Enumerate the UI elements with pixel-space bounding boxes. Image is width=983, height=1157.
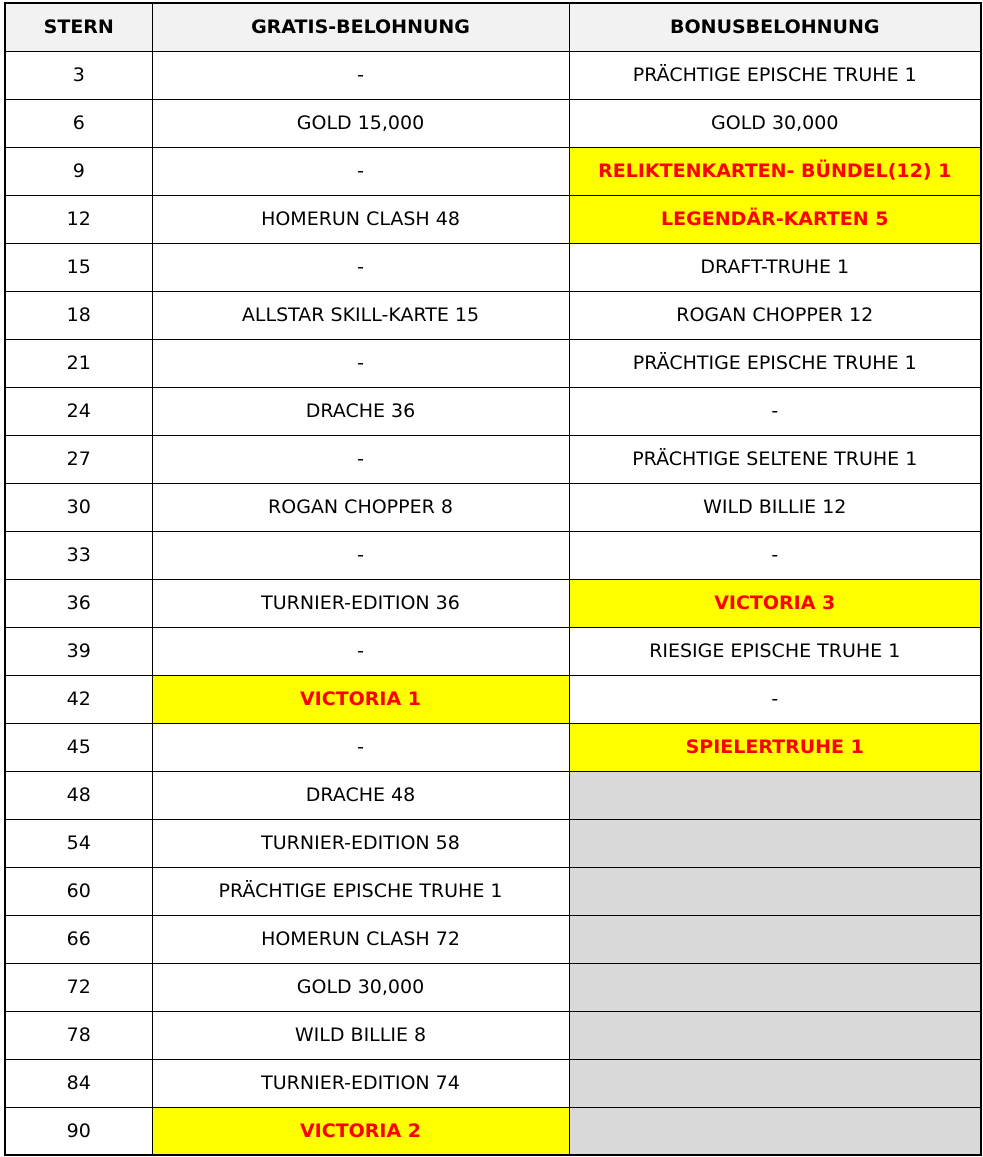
free-reward-cell: GOLD 30,000 — [152, 963, 569, 1011]
free-reward-cell: - — [152, 723, 569, 771]
free-reward-cell: TURNIER-EDITION 36 — [152, 579, 569, 627]
table-row — [5, 243, 981, 291]
bonus-reward-cell: PRÄCHTIGE SELTENE TRUHE 1 — [569, 435, 981, 483]
free-reward-cell: - — [152, 243, 569, 291]
star-cell: 45 — [5, 723, 152, 771]
star-cell: 84 — [5, 1059, 152, 1107]
header-star: STERN — [5, 3, 152, 51]
table-row — [5, 675, 981, 723]
bonus-reward-cell: RIESIGE EPISCHE TRUHE 1 — [569, 627, 981, 675]
table-row — [5, 771, 981, 819]
free-reward-cell: VICTORIA 1 — [152, 675, 569, 723]
star-cell: 54 — [5, 819, 152, 867]
free-reward-cell: - — [152, 435, 569, 483]
header-free-reward: GRATIS-BELOHNUNG — [152, 3, 569, 51]
reward-table — [4, 2, 982, 1156]
star-cell: 30 — [5, 483, 152, 531]
bonus-reward-cell: - — [569, 675, 981, 723]
bonus-reward-cell: PRÄCHTIGE EPISCHE TRUHE 1 — [569, 339, 981, 387]
bonus-reward-empty-cell — [569, 1059, 981, 1107]
bonus-reward-empty-cell — [569, 867, 981, 915]
table-row — [5, 51, 981, 99]
bonus-reward-cell: VICTORIA 3 — [569, 579, 981, 627]
free-reward-cell: PRÄCHTIGE EPISCHE TRUHE 1 — [152, 867, 569, 915]
free-reward-cell: - — [152, 147, 569, 195]
star-cell: 9 — [5, 147, 152, 195]
bonus-reward-cell: LEGENDÄR-KARTEN 5 — [569, 195, 981, 243]
table-row — [5, 723, 981, 771]
free-reward-cell: TURNIER-EDITION 74 — [152, 1059, 569, 1107]
table-row — [5, 483, 981, 531]
free-reward-cell: DRACHE 48 — [152, 771, 569, 819]
header-bonus-reward: BONUSBELOHNUNG — [569, 3, 981, 51]
table-row — [5, 819, 981, 867]
star-cell: 36 — [5, 579, 152, 627]
free-reward-cell: ROGAN CHOPPER 8 — [152, 483, 569, 531]
bonus-reward-empty-cell — [569, 819, 981, 867]
bonus-reward-empty-cell — [569, 1011, 981, 1059]
table-row — [5, 627, 981, 675]
table-row — [5, 339, 981, 387]
free-reward-cell: ALLSTAR SKILL-KARTE 15 — [152, 291, 569, 339]
free-reward-cell: WILD BILLIE 8 — [152, 1011, 569, 1059]
bonus-reward-cell: - — [569, 387, 981, 435]
star-cell: 12 — [5, 195, 152, 243]
free-reward-cell: - — [152, 627, 569, 675]
table-row — [5, 291, 981, 339]
table-row — [5, 387, 981, 435]
bonus-reward-empty-cell — [569, 915, 981, 963]
header-row — [5, 3, 981, 51]
free-reward-cell: HOMERUN CLASH 48 — [152, 195, 569, 243]
star-cell: 78 — [5, 1011, 152, 1059]
star-cell: 33 — [5, 531, 152, 579]
table-body — [5, 51, 981, 1155]
table-row — [5, 435, 981, 483]
star-cell: 15 — [5, 243, 152, 291]
bonus-reward-cell: GOLD 30,000 — [569, 99, 981, 147]
free-reward-cell: - — [152, 531, 569, 579]
table-row — [5, 1011, 981, 1059]
table-row — [5, 99, 981, 147]
free-reward-cell: - — [152, 339, 569, 387]
bonus-reward-cell: - — [569, 531, 981, 579]
free-reward-cell: GOLD 15,000 — [152, 99, 569, 147]
star-cell: 48 — [5, 771, 152, 819]
star-cell: 24 — [5, 387, 152, 435]
bonus-reward-empty-cell — [569, 771, 981, 819]
free-reward-cell: TURNIER-EDITION 58 — [152, 819, 569, 867]
star-cell: 60 — [5, 867, 152, 915]
free-reward-cell: VICTORIA 2 — [152, 1107, 569, 1155]
star-cell: 66 — [5, 915, 152, 963]
free-reward-cell: DRACHE 36 — [152, 387, 569, 435]
table-row — [5, 915, 981, 963]
free-reward-cell: HOMERUN CLASH 72 — [152, 915, 569, 963]
bonus-reward-cell: SPIELERTRUHE 1 — [569, 723, 981, 771]
star-cell: 27 — [5, 435, 152, 483]
table-row — [5, 1059, 981, 1107]
bonus-reward-cell: PRÄCHTIGE EPISCHE TRUHE 1 — [569, 51, 981, 99]
bonus-reward-cell: RELIKTENKARTEN- BÜNDEL(12) 1 — [569, 147, 981, 195]
free-reward-cell: - — [152, 51, 569, 99]
bonus-reward-cell: ROGAN CHOPPER 12 — [569, 291, 981, 339]
star-cell: 3 — [5, 51, 152, 99]
star-cell: 90 — [5, 1107, 152, 1155]
star-cell: 6 — [5, 99, 152, 147]
table-row — [5, 963, 981, 1011]
star-cell: 39 — [5, 627, 152, 675]
table-row — [5, 531, 981, 579]
star-cell: 18 — [5, 291, 152, 339]
table-header — [5, 3, 981, 51]
table-row — [5, 1107, 981, 1155]
bonus-reward-cell: WILD BILLIE 12 — [569, 483, 981, 531]
star-cell: 42 — [5, 675, 152, 723]
table-row — [5, 867, 981, 915]
reward-table-container — [4, 2, 980, 1156]
table-row — [5, 147, 981, 195]
bonus-reward-empty-cell — [569, 1107, 981, 1155]
table-row — [5, 579, 981, 627]
star-cell: 72 — [5, 963, 152, 1011]
table-row — [5, 195, 981, 243]
star-cell: 21 — [5, 339, 152, 387]
bonus-reward-cell: DRAFT-TRUHE 1 — [569, 243, 981, 291]
bonus-reward-empty-cell — [569, 963, 981, 1011]
